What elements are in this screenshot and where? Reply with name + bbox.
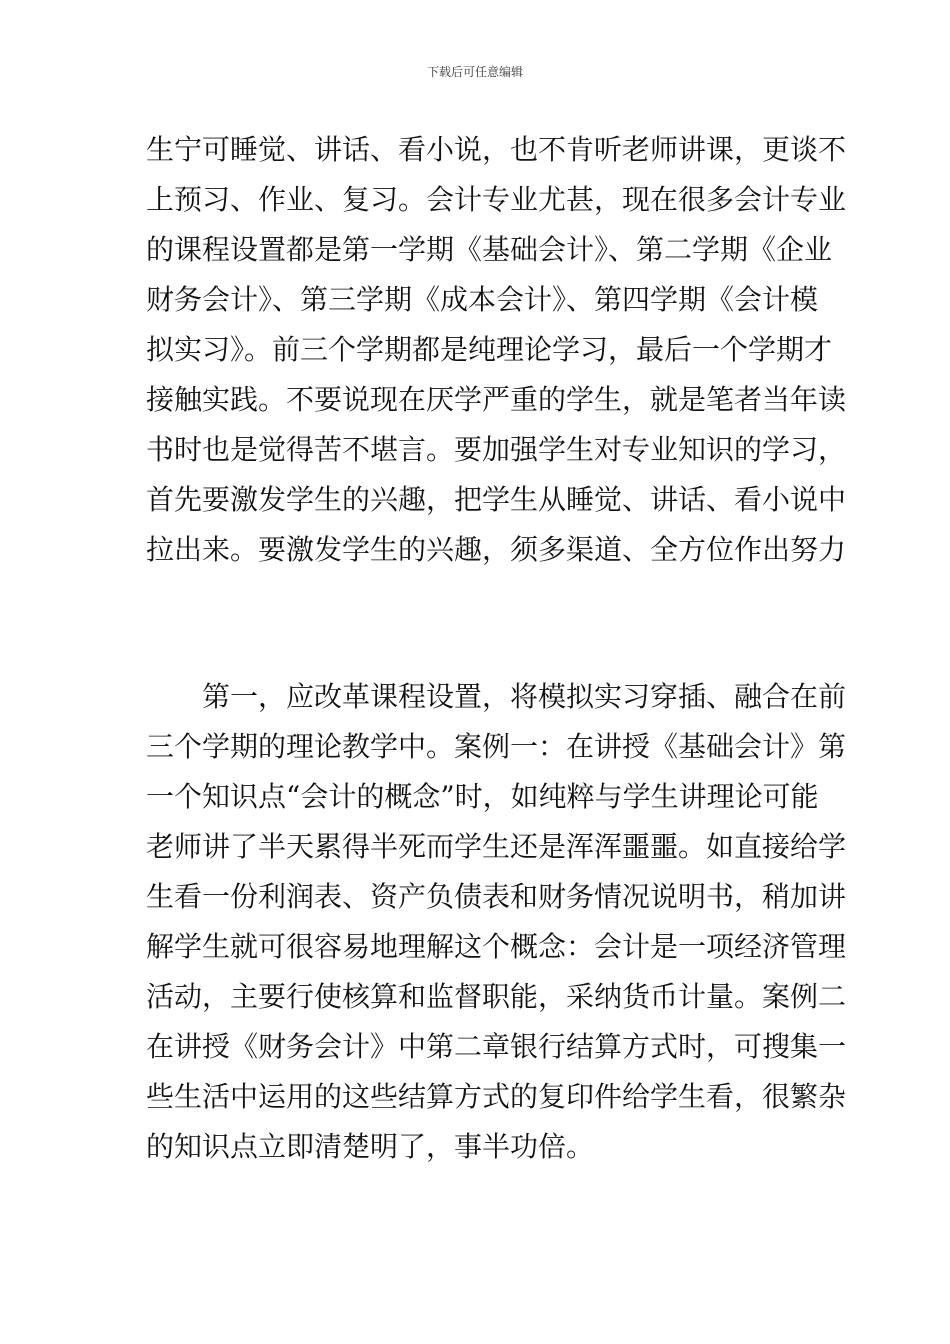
paragraph-1-line-3: 的课程设置都是第一学期《基础会计》、第二学期《企业 (146, 233, 833, 266)
paragraph-2-line-5: 生看一份利润表、资产负债表和财务情况说明书，稍加讲 (146, 880, 847, 913)
paragraph-2-line-3: 一个知识点“会计的概念”时，如纯粹与学生讲理论可能 (146, 780, 819, 813)
paragraph-2-line-10: 的知识点立即清楚明了，事半功倍。 (146, 1130, 595, 1163)
paragraph-1-line-2: 上预习、作业、复习。会计专业尤甚，现在很多会计专业 (146, 183, 847, 216)
paragraph-2-line-9: 些生活中运用的这些结算方式的复印件给学生看，很繁杂 (146, 1080, 847, 1113)
paragraph-2-line-2: 三个学期的理论教学中。案例一：在讲授《基础会计》第 (146, 730, 847, 763)
paragraph-1-line-5: 拟实习》。前三个学期都是纯理论学习，最后一个学期才 (146, 333, 833, 366)
paragraph-1-line-1: 生宁可睡觉、讲话、看小说，也不肯听老师讲课，更谈不 (146, 133, 847, 166)
paragraph-2-line-7: 活动，主要行使核算和监督职能，采纳货币计量。案例二 (146, 980, 847, 1013)
paragraph-2-line-6: 解学生就可很容易地理解这个概念：会计是一项经济管理 (146, 930, 847, 963)
paragraph-1-line-9: 拉出来。要激发学生的兴趣，须多渠道、全方位作出努力 (146, 533, 847, 566)
paragraph-2-line-8: 在讲授《财务会计》中第二章银行结算方式时，可搜集一 (146, 1030, 847, 1063)
paragraph-1-line-6: 接触实践。不要说现在厌学严重的学生，就是笔者当年读 (146, 383, 847, 416)
paragraph-2-line-1: 第一，应改革课程设置，将模拟实习穿插、融合在前 (202, 680, 847, 713)
paragraph-1-line-8: 首先要激发学生的兴趣，把学生从睡觉、讲话、看小说中 (146, 483, 847, 516)
paragraph-2-line-4: 老师讲了半天累得半死而学生还是浑浑噩噩。如直接给学 (146, 830, 847, 863)
paragraph-1-line-4: 财务会计》、第三学期《成本会计》、第四学期《会计模 (146, 283, 819, 316)
paragraph-1-line-7: 书时也是觉得苦不堪言。要加强学生对专业知识的学习， (146, 433, 847, 466)
page-header-note: 下载后可任意编辑 (426, 65, 523, 79)
